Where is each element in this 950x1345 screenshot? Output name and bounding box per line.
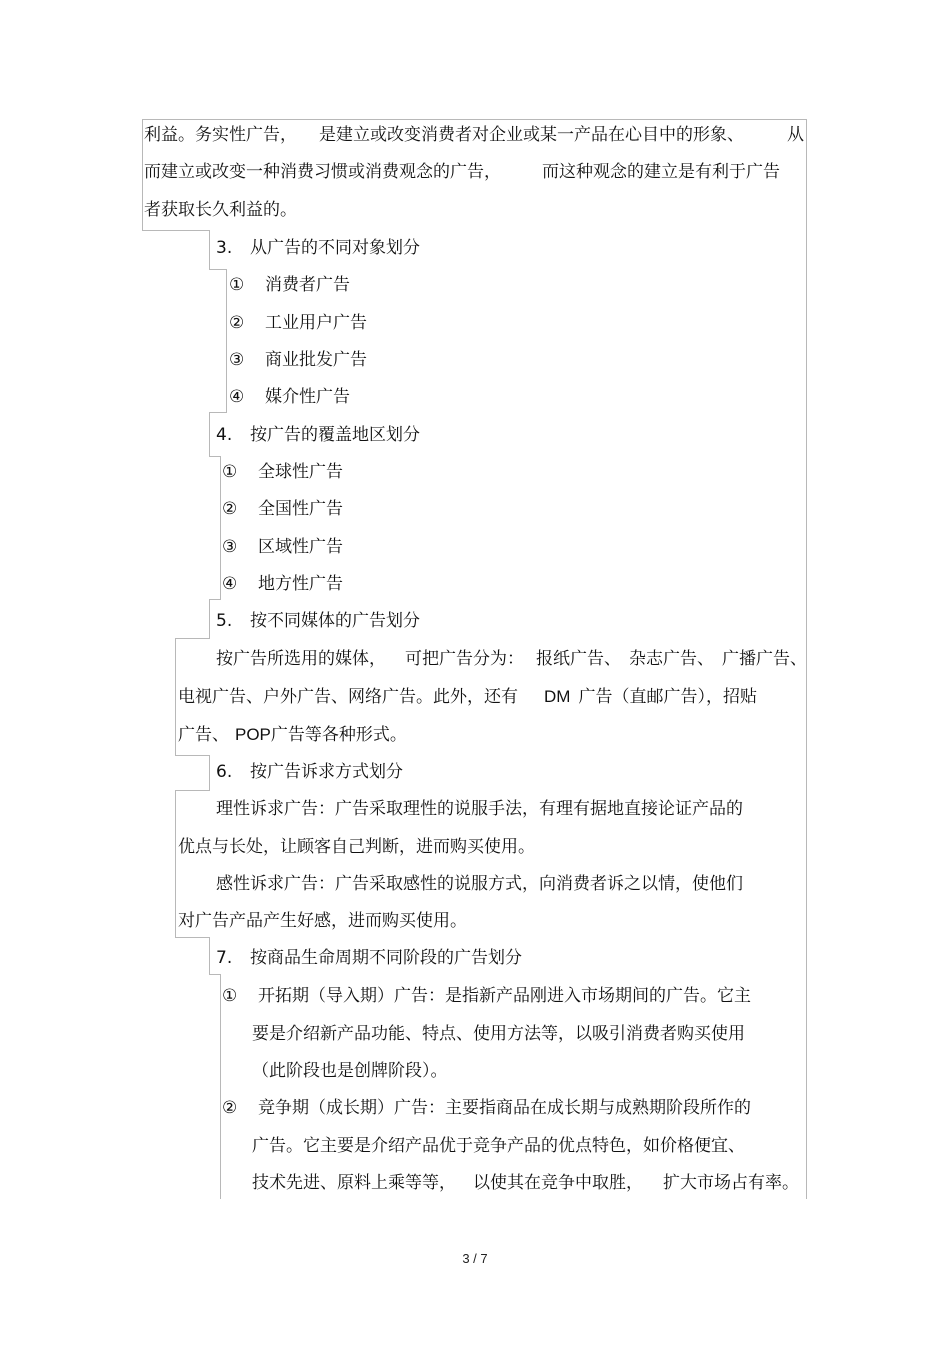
frame-step-rule (175, 937, 210, 938)
list-item: ② 全国性广告 (222, 499, 343, 519)
list-marker: ② (222, 499, 238, 519)
frame-left-rule (175, 790, 176, 938)
frame-left-rule (209, 755, 210, 791)
frame-left-rule (175, 638, 176, 756)
paragraph-line: 理性诉求广告：广告采取理性的说服手法，有理有据地直接论证产品的 (216, 799, 743, 819)
paragraph-line: 对广告产品产生好感，进而购买使用。 (178, 911, 467, 931)
frame-left-rule (226, 269, 227, 413)
section-title: 按商品生命周期不同阶段的广告划分 (250, 948, 522, 968)
section-heading (216, 761, 403, 783)
section-title: 按广告的覆盖地区划分 (250, 425, 420, 445)
list-marker: ③ (229, 350, 245, 370)
list-item-continuation: 技术先进、原料上乘等等， 以使其在竞争中取胜， 扩大市场占有率。 (252, 1173, 799, 1193)
section-title: 从广告的不同对象划分 (250, 238, 420, 258)
section-title: 按不同媒体的广告划分 (250, 611, 420, 631)
section-title: 按广告诉求方式划分 (250, 762, 403, 782)
section-number: 4. (216, 425, 233, 445)
list-marker: ① (229, 275, 245, 295)
section-heading (216, 610, 420, 632)
paragraph-line: 电视广告、户外广告、网络广告。此外，还有 DM 广告（直邮广告），招贴 (178, 687, 757, 707)
paragraph-line: 感性诉求广告：广告采取感性的说服方式，向消费者诉之以情，使他们 (216, 874, 743, 894)
list-item-continuation: 要是介绍新产品功能、特点、使用方法等，以吸引消费者购买使用 (252, 1024, 745, 1044)
frame-step-rule (175, 638, 210, 639)
list-marker: ① (222, 462, 238, 482)
frame-top-rule (142, 119, 807, 120)
list-item: ④ 媒介性广告 (229, 387, 350, 407)
page-number: 3 / 7 (462, 1251, 488, 1266)
list-item: ④ 地方性广告 (222, 574, 343, 594)
frame-left-rule (209, 937, 210, 975)
list-marker: ④ (222, 574, 238, 594)
section-heading (216, 237, 420, 259)
list-item: ① 开拓期（导入期）广告：是指新产品刚进入市场期间的广告。它主 (222, 986, 751, 1006)
list-item: ② 工业用户广告 (229, 313, 367, 333)
frame-left-rule (220, 456, 221, 600)
section-heading (216, 947, 522, 969)
list-item: ③ 商业批发广告 (229, 350, 367, 370)
frame-left-rule (209, 230, 210, 270)
section-number: 7. (216, 948, 233, 968)
paragraph-line: 而建立或改变一种消费习惯或消费观念的广告， 而这种观念的建立是有利于广告 (144, 162, 780, 182)
list-item: ② 竞争期（成长期）广告：主要指商品在成长期与成熟期阶段所作的 (222, 1098, 751, 1118)
list-marker: ③ (222, 537, 238, 557)
list-marker: ② (229, 313, 245, 333)
paragraph-line: 者获取长久利益的。 (144, 200, 297, 220)
frame-step-rule (175, 790, 210, 791)
paragraph-line: 优点与长处，让顾客自己判断，进而购买使用。 (178, 837, 535, 857)
frame-step-rule (142, 230, 210, 231)
list-item: ③ 区域性广告 (222, 537, 343, 557)
section-number: 6. (216, 762, 233, 782)
frame-step-rule (209, 599, 221, 600)
list-item-continuation: 广告。它主要是介绍产品优于竞争产品的优点特色，如价格便宜、 (252, 1136, 745, 1156)
frame-step-rule (175, 755, 210, 756)
section-number: 5. (216, 611, 233, 631)
list-item-continuation: （此阶段也是创牌阶段）。 (252, 1061, 448, 1081)
frame-left-rule (142, 119, 143, 231)
paragraph-line: 利益。务实性广告， 是建立或改变消费者对企业或某一产品在心目中的形象、 (144, 125, 744, 145)
frame-left-rule (209, 599, 210, 639)
paragraph-line: 广告、 POP广告等各种形式。 (178, 725, 407, 745)
list-marker: ② (222, 1098, 238, 1118)
frame-step-rule (209, 412, 227, 413)
frame-step-rule (209, 269, 227, 270)
frame-left-rule (220, 974, 221, 1199)
paragraph-line-end: 从 (787, 125, 804, 145)
section-number: 3. (216, 238, 233, 258)
list-item: ① 全球性广告 (222, 462, 343, 482)
section-heading (216, 424, 420, 446)
list-marker: ④ (229, 387, 245, 407)
frame-left-rule (209, 412, 210, 457)
list-item: ① 消费者广告 (229, 275, 350, 295)
paragraph-line: 按广告所选用的媒体， 可把广告分为： 报纸广告、 杂志广告、 广播广告、 (216, 649, 807, 669)
list-marker: ① (222, 986, 238, 1006)
